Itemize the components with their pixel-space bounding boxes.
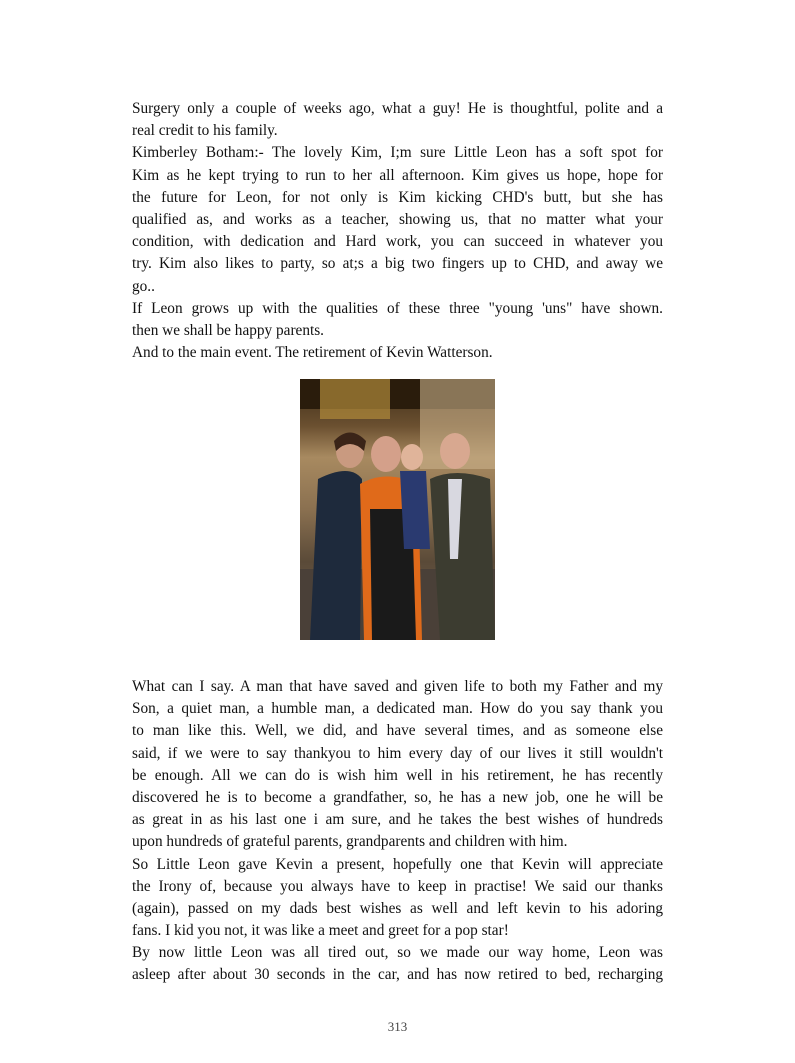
text-line: said, if we were to say thankyou to him every day of our lives it still wouldn't bbox=[132, 744, 663, 762]
text-line: the Irony of, because you always have to keep in practise! We said our thanks bbox=[132, 877, 663, 895]
text-line: fans. I kid you not, it was like a meet and greet for a pop star! bbox=[132, 922, 509, 940]
text-line: If Leon grows up with the qualities of these three "young 'uns" have shown. bbox=[132, 299, 663, 317]
text-line: Son, a quiet man, a humble man, a dedicated man. How do you say thank you bbox=[132, 700, 663, 718]
text-line: So Little Leon gave Kevin a present, hopefully one that Kevin will appreciate bbox=[132, 855, 663, 873]
text-line: And to the main event. The retirement of Kevin Watterson. bbox=[132, 344, 493, 362]
text-line: Kim as he kept trying to run to her all afternoon. Kim gives us hope, hope for bbox=[132, 166, 663, 184]
text-line: condition, with dedication and Hard work, you can succeed in whatever you bbox=[132, 233, 663, 251]
text-line: Surgery only a couple of weeks ago, what a guy! He is thoughtful, polite and a bbox=[132, 100, 663, 117]
text-line: Kimberley Botham:- The lovely Kim, I;m sure Little Leon has a soft spot for bbox=[132, 144, 663, 162]
text-block-bottom bbox=[132, 676, 663, 987]
text-line: By now little Leon was all tired out, so we made our way home, Leon was bbox=[132, 944, 663, 962]
text-line: (again), passed on my dads best wishes as well and left kevin to his adoring bbox=[132, 899, 663, 917]
text-line: then we shall be happy parents. bbox=[132, 321, 325, 339]
page-number: 313 bbox=[387, 1019, 408, 1034]
text-line: go.. bbox=[132, 277, 155, 295]
text-line: try. Kim also likes to party, so at;s a big two fingers up to CHD, and away we bbox=[132, 255, 663, 273]
text-line: asleep after about 30 seconds in the car, and has now retired to bed, recharging bbox=[132, 966, 663, 984]
text-line: What can I say. A man that have saved and given life to both my Father and my bbox=[132, 678, 663, 695]
text-line: as great in as his last one i am sure, and he takes the best wishes of hundreds bbox=[132, 811, 663, 829]
text-block-top bbox=[132, 98, 663, 364]
text-line: upon hundreds of grateful parents, grandparents and children with him. bbox=[132, 833, 568, 851]
text-line: real credit to his family. bbox=[132, 122, 278, 140]
photo-illustration bbox=[300, 379, 495, 640]
text-line: be enough. All we can do is wish him well in his retirement, he has recently bbox=[132, 766, 663, 784]
text-line: the future for Leon, for not only is Kim kicking CHD's butt, but she has bbox=[132, 188, 663, 206]
text-line: qualified as, and works as a teacher, showing us, that no matter what your bbox=[132, 210, 663, 228]
photo-family-with-kevin-watterson bbox=[300, 379, 495, 640]
text-line: to man like this. Well, we did, and have several times, and as someone else bbox=[132, 722, 663, 740]
text-line: discovered he is to become a grandfather, so, he has a new job, one he will be bbox=[132, 788, 663, 806]
